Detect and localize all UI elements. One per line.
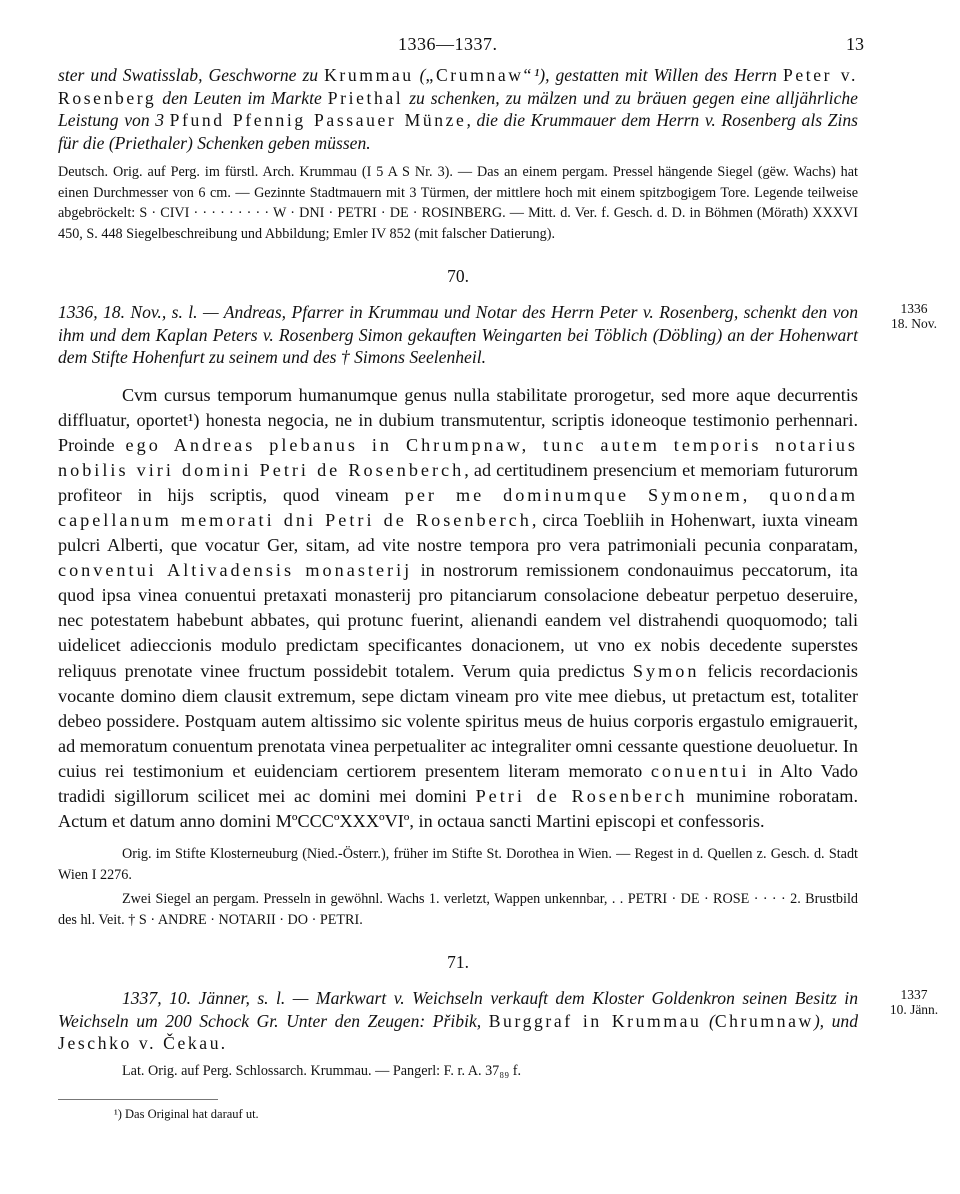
- margin-year: 1337: [900, 987, 928, 1003]
- margin-year: 1336: [900, 301, 928, 316]
- running-title: 1336—1337.: [398, 34, 498, 54]
- body-seg: ego Andreas plebanus in Chrumpnaw, tunc autem temporis notarius nobilis viri domini Petri de Rosenberch: [58, 434, 858, 480]
- carry-seg: Peter v. Rosenberg: [58, 65, 858, 108]
- regest-seg: Burggraf in Krummau: [488, 1010, 702, 1031]
- body-seg: felicis recordacionis vocante domino diem clausit extremum, sepe dictam vineam pro vite mee diebus, ut pretactum est, totaliter debeo possidere. Postquam autem altissimo sic volente spiritus meus de huius corporis ergastulo emigrauerit, ad memoratum conuentum prenotata vinea perpetualiter ac integraliter omni cessante questione deuoluetur. In cuius rei testimonium et euidenciam certiorem presentem literam memorato: [58, 660, 858, 781]
- regest-seg: Jeschko v. Čekau: [58, 1033, 222, 1054]
- regest-seg: (: [701, 1010, 715, 1031]
- regest-seg: Chrumnaw: [714, 1010, 814, 1031]
- body-seg: , ad certitudinem presencium et memoriam futurorum profiteor in hijs scriptis, quod vineam: [58, 459, 859, 505]
- body-seg: Petri de Rosenberch: [475, 786, 688, 806]
- regest-seg: 1337, 10. Jänner, s. l. — Markwart v. Weichseln verkauft dem Kloster Goldenkron seinen Besitz in Weichseln um 200 Schock Gr. Unter den Zeugen: Přibik,: [58, 988, 858, 1031]
- archive-note-71: Lat. Orig. auf Perg. Schlossarch. Krummau. — Pangerl: F. r. A. 37₈₉ f.: [122, 1062, 521, 1079]
- seal-note-70: Zwei Siegel an pergam. Presseln in gewöhnl. Wachs 1. verletzt, Wappen unkennbar, . . PETRI · DE · ROSE · · · · 2. Brustbild des hl. Veit. † S · ANDRE · NOTARII · DO · PETRI.: [58, 891, 858, 928]
- carry-seg: „Crumnaw“: [425, 65, 534, 85]
- carry-seg: ¹), gestatten mit Willen des Herrn: [533, 65, 783, 85]
- body-seg: Symon: [632, 660, 700, 681]
- regest-text: 1336, 18. Nov., s. l. — Andreas, Pfarrer in Krummau und Notar des Herrn Peter v. Rosenberg, schenkt den von ihm und dem Kaplan Peters v. Rosenberg Simon gekauften Weingarten bei Töblich (Döbling) an der Hohenwart dem Stifte Hohenfurt zu seinem und des † Simons Seelenheil.: [58, 302, 858, 367]
- margin-day: 10. Jänn.: [889, 1002, 939, 1018]
- document-body-70: [58, 383, 858, 835]
- carry-seg: (: [413, 65, 426, 85]
- carry-seg: den Leuten im Markte: [156, 87, 328, 108]
- carry-seg: Pfund Pfennig Passauer Münze: [169, 110, 467, 130]
- document-page: [58, 28, 939, 1122]
- page-header: [58, 28, 864, 64]
- regest-seg: .: [221, 1033, 226, 1054]
- body-seg: conuentui: [650, 760, 750, 781]
- carry-seg: Krummau: [324, 65, 414, 85]
- body-seg: munimine roboratam. Actum et datum anno domini MºCCCºXXXºVIº, in octaua sancti Martini episcopi et confessoris.: [58, 786, 859, 832]
- body-seg: per me dominumque Symonem, quondam capellanum memorati dni Petri de Rosenberch: [58, 484, 858, 530]
- carry-over-regest: [58, 64, 858, 154]
- document-number-71: 71.: [447, 952, 469, 973]
- regest-71: [58, 987, 939, 1055]
- regest-text: [58, 987, 858, 1055]
- body-seg: Cvm cursus temporum humanumque genus nulla stabilitate prorogetur, sed more aque decurrentis diffluatur, oportet¹) honesta negocia, ne in dubium transmutentur, scriptis idoneoque testimonio perhennari. Proinde: [58, 384, 858, 455]
- margin-date-70: [878, 301, 950, 331]
- margin-day: 18. Nov.: [891, 316, 937, 331]
- body-seg: in nostrorum remissionem condonauimus peccatorum, ita quod ipsa vinea conuentui pretaxati monasterij pro pitanciarum consolacione debeatur perpetuo deseruire, nec potestatem habebunt abbates, qui protunc fuerint, alienandi eandem vel distrahendi quoquomodo; tali uidelicet adieccionis modulo predictam specificantes donacionem, ut vno ex nobis decedente superstes reliquus prenotate vinee fructum possidebit totalem. Verum quia predictus: [58, 560, 858, 681]
- footnote: ¹) Das Original hat darauf ut.: [114, 1107, 259, 1122]
- document-number-70: 70.: [447, 266, 469, 286]
- regest-70: [58, 301, 937, 369]
- carry-seg: Priethal: [327, 87, 404, 108]
- page-number: 13: [846, 34, 864, 54]
- archive-note-70: Orig. im Stifte Klosterneuburg (Nied.-Österr.), früher im Stifte St. Dorothea in Wien. — Regest in d. Quellen z. Gesch. d. Stadt Wien I 2276.: [58, 846, 858, 883]
- margin-date-71: [878, 987, 950, 1017]
- carry-over-note: Deutsch. Orig. auf Perg. im fürstl. Arch. Krummau (I 5 A S Nr. 3). — Das an einem pergam. Pressel hängende Siegel (gëw. Wachs) hat einen Durchmesser von 6 cm. — Gezinnte Stadtmauern mit 3 Türmen, der mittlere hoch mit einem spitzbogigem Tore. Legende teilweise abgebröckelt: S · CIVI · · · · · · · · · W · DNI · PETRI · DE · ROSINBERG. — Mitt. d. Ver. f. Gesch. d. D. in Böhmen (Mörath) XXXVI 450, S. 448 Siegelbeschreibung und Abbildung; Emler IV 852 (mit falscher Datierung).: [58, 164, 858, 242]
- body-seg: in Alto Vado tradidi sigillorum scilicet mei ac domini mei domini: [58, 760, 858, 806]
- carry-seg: , die die Krummauer dem Herrn v. Rosenberg als Zins für die (Priethaler) Schenken geben müssen.: [58, 110, 858, 153]
- regest-seg: ), und: [813, 1010, 858, 1031]
- carry-seg: ster und Swatisslab, Geschworne zu: [58, 65, 325, 85]
- body-seg: , circa Toebliih in Hohenwart, iuxta vineam pulcri Alberti, que vocatur Ger, sitam, ad vite nostre tempora pro vera patrimoniali pecunia conparatam,: [58, 509, 859, 556]
- carry-seg: zu schenken, zu mälzen und zu bräuen gegen eine alljährliche Leistung von 3: [58, 87, 858, 130]
- body-seg: conventui Altivadensis monasterij: [58, 560, 413, 581]
- footnote-rule: [58, 1099, 218, 1100]
